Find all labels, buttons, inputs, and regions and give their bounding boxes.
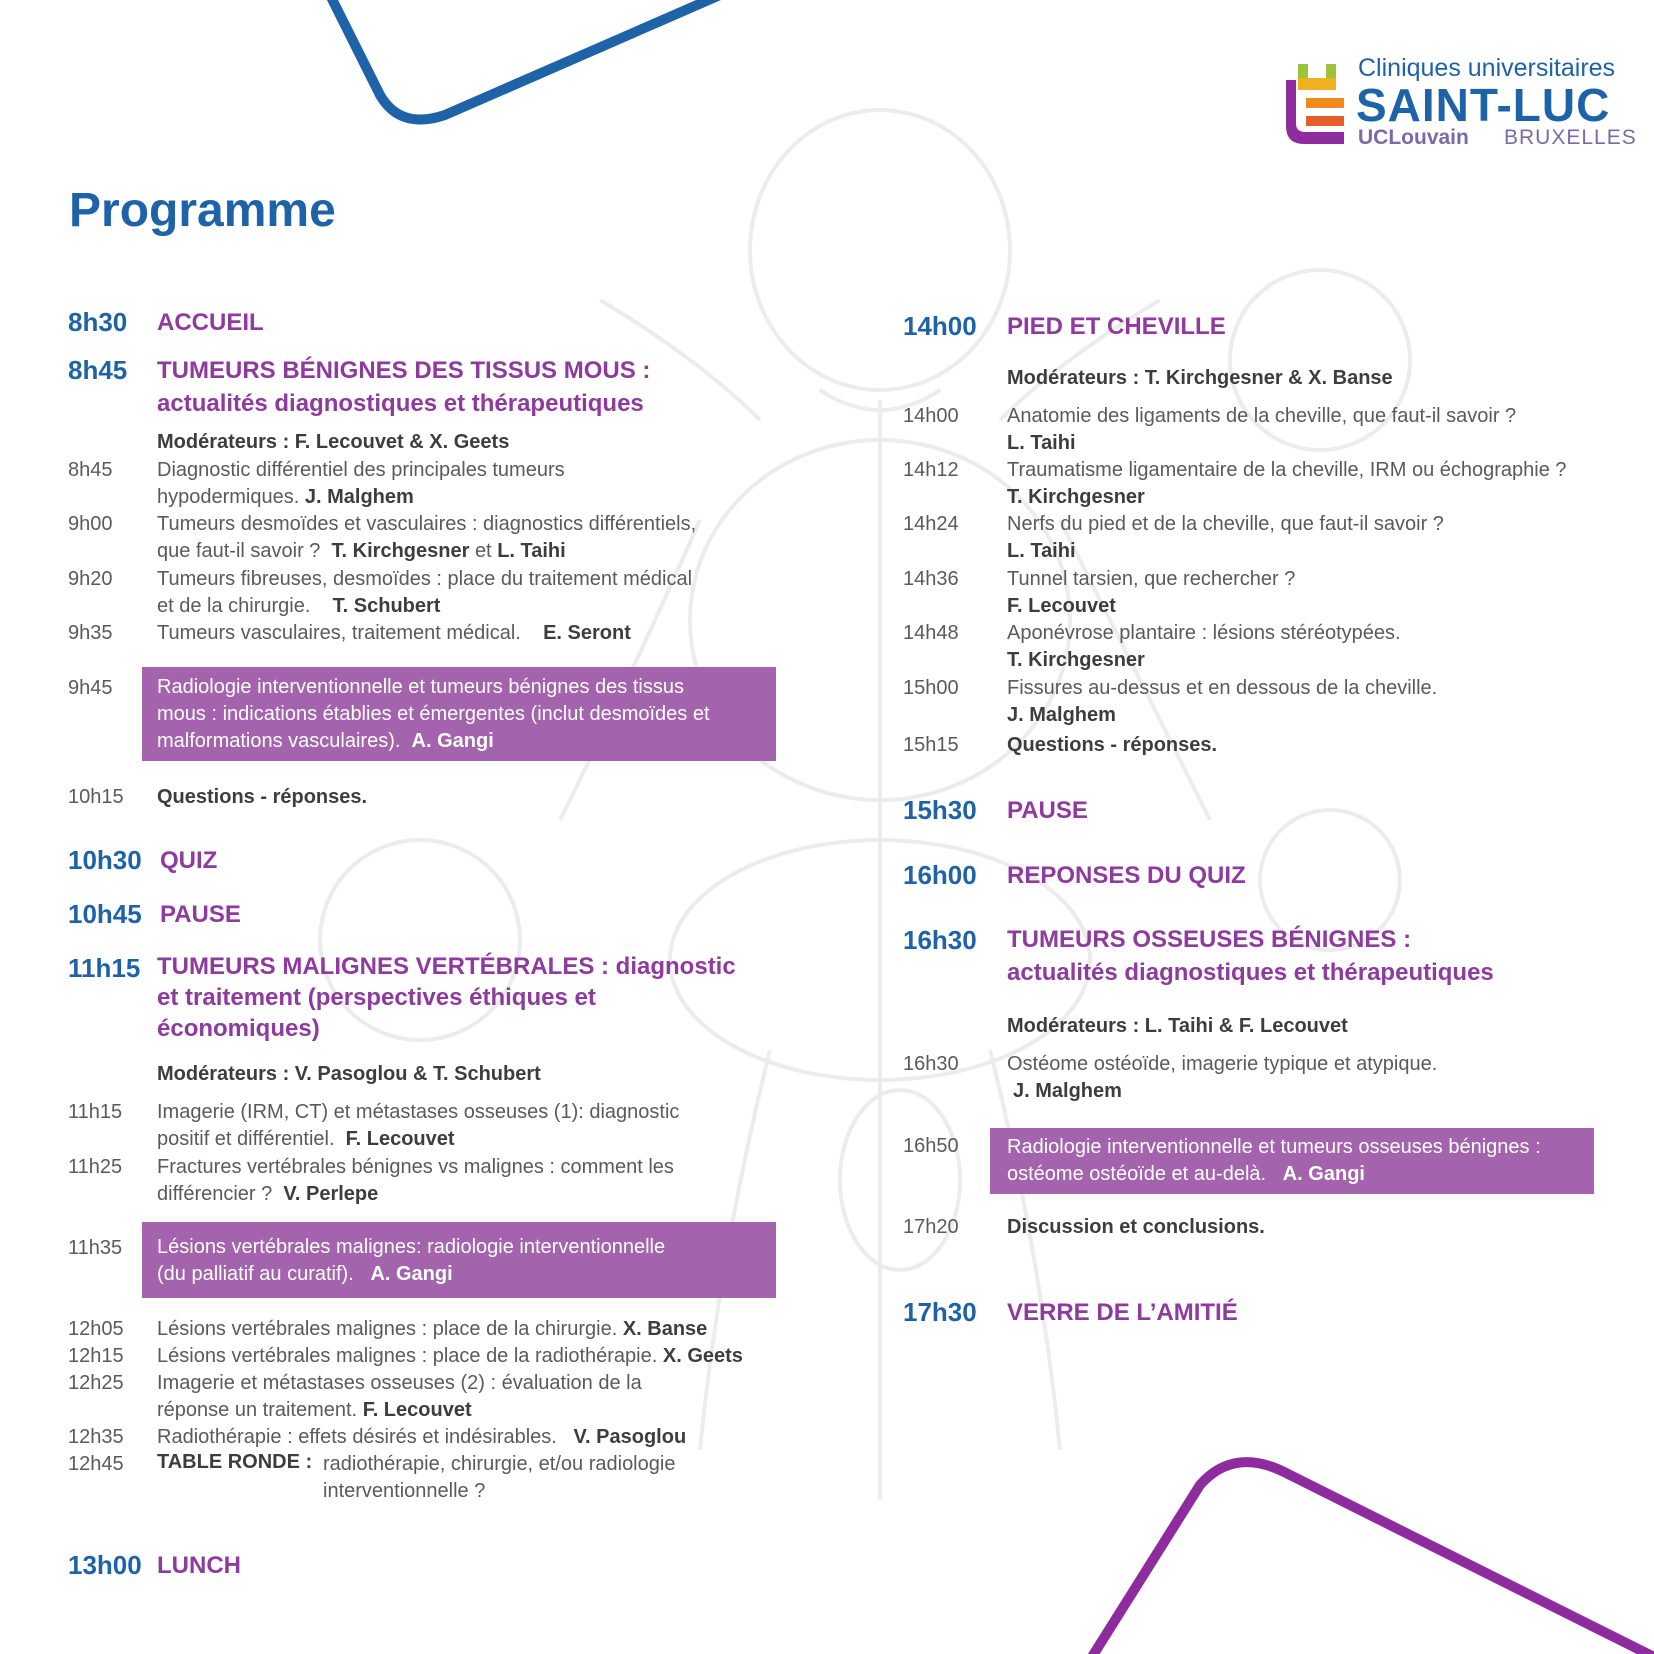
- item-text: radiothérapie, chirurgie, et/ou radiologie: [323, 1453, 676, 1475]
- item-text: Tumeurs vasculaires, traitement médical.: [157, 622, 521, 644]
- program-item: [1007, 511, 1444, 565]
- session-time: 16h00: [903, 860, 977, 890]
- session-title-line1: TUMEURS MALIGNES VERTÉBRALES : diagnostic: [157, 953, 736, 980]
- speaker: V. Perlepe: [283, 1183, 379, 1205]
- item-text: Tunnel tarsien, que rechercher ?: [1007, 568, 1296, 590]
- speaker: X. Banse: [622, 1318, 708, 1340]
- item-text: Tumeurs fibreuses, desmoïdes : place du traitement médical: [157, 568, 693, 590]
- item-time: 8h45: [68, 459, 113, 481]
- item-time: 10h15: [68, 786, 124, 808]
- moderators: Modérateurs : L. Taihi & F. Lecouvet: [1007, 1015, 1348, 1037]
- qa-label: Questions - réponses.: [157, 786, 368, 808]
- speaker: T. Kirchgesner: [1007, 649, 1145, 671]
- item-text: Anatomie des ligaments de la cheville, que faut-il savoir ?: [1007, 405, 1517, 427]
- item-text: Imagerie et métastases osseuses (2) : évaluation de la: [157, 1372, 642, 1394]
- speaker: L. Taihi: [1007, 432, 1076, 454]
- session-time: 10h30: [68, 845, 142, 875]
- session-time: 13h00: [68, 1550, 142, 1580]
- highlight-text: malformations vasculaires).: [157, 730, 401, 752]
- item-text: Ostéome ostéoïde, imagerie typique et atypique.: [1007, 1053, 1438, 1075]
- speaker: L. Taihi: [497, 540, 566, 562]
- session-title: ACCUEIL: [157, 309, 264, 336]
- speaker: F. Lecouvet: [362, 1399, 472, 1421]
- speaker: J. Malghem: [1007, 704, 1116, 726]
- highlight-box: [142, 667, 776, 761]
- logo-uclouvain: UCLouvain: [1358, 126, 1469, 149]
- session-time: 15h30: [903, 795, 977, 825]
- session-time: 8h45: [68, 355, 128, 385]
- item-text: Nerfs du pied et de la cheville, que faut-il savoir ?: [1007, 513, 1444, 535]
- session-title-line2: actualités diagnostiques et thérapeutiques: [157, 390, 644, 417]
- session-title: [1007, 923, 1494, 989]
- session-time: 14h00: [903, 311, 977, 341]
- item-time: 15h15: [903, 734, 959, 756]
- program-item: [1007, 620, 1401, 674]
- item-text: Fissures au-dessus et en dessous de la cheville.: [1007, 677, 1438, 699]
- highlight-box: [990, 1128, 1594, 1194]
- item-text: Aponévrose plantaire : lésions stéréotypées.: [1007, 622, 1401, 644]
- item-time: 14h12: [903, 459, 959, 481]
- item-time: 11h25: [68, 1156, 123, 1178]
- session-title-line1: TUMEURS OSSEUSES BÉNIGNES :: [1007, 926, 1412, 953]
- speaker: F. Lecouvet: [345, 1128, 455, 1150]
- item-text: Radiothérapie : effets désirés et indésirables.: [157, 1426, 557, 1448]
- item-time: 12h15: [68, 1345, 124, 1367]
- highlight-text: (du palliatif au curatif).: [157, 1263, 354, 1285]
- item-time: 16h30: [903, 1053, 959, 1075]
- item-time: 9h45: [68, 677, 113, 699]
- speaker: T. Kirchgesner: [1007, 486, 1145, 508]
- item-text: Traumatisme ligamentaire de la cheville, IRM ou échographie ?: [1007, 459, 1567, 481]
- item-time: 14h24: [903, 513, 959, 535]
- highlight-text: Radiologie interventionnelle et tumeurs osseuses bénignes :: [1007, 1136, 1541, 1158]
- session-time: 8h30: [68, 307, 128, 337]
- program-item: [157, 1424, 686, 1451]
- program-item: [1007, 566, 1295, 620]
- item-text: Lésions vertébrales malignes : place de la radiothérapie.: [157, 1345, 658, 1367]
- program-item: [157, 1099, 777, 1153]
- discussion-label: Discussion et conclusions.: [1007, 1216, 1265, 1238]
- logo-line2: SAINT-LUC: [1356, 79, 1611, 131]
- session-title: [157, 951, 736, 1044]
- page-title: Programme: [69, 184, 336, 237]
- item-text: Tumeurs desmoïdes et vasculaires : diagnostics différentiels,: [157, 513, 697, 535]
- qa-label: Questions - réponses.: [1007, 734, 1218, 756]
- session-title: QUIZ: [160, 847, 218, 874]
- item-text: que faut-il savoir ?: [157, 540, 321, 562]
- logo-bruxelles: BRUXELLES: [1504, 126, 1637, 149]
- speaker: L. Taihi: [1007, 540, 1076, 562]
- item-time: 12h35: [68, 1426, 124, 1448]
- item-time: 9h35: [68, 622, 113, 644]
- program-item: [1007, 1051, 1437, 1105]
- item-text: réponse un traitement.: [157, 1399, 358, 1421]
- program-item: [157, 620, 777, 647]
- program-item: [1007, 403, 1516, 457]
- speaker: X. Geets: [662, 1345, 743, 1367]
- item-text: et de la chirurgie.: [157, 595, 311, 617]
- item-text: Lésions vertébrales malignes : place de la chirurgie.: [157, 1318, 618, 1340]
- session-title: PAUSE: [160, 901, 241, 928]
- speaker: T. Kirchgesner: [331, 540, 470, 562]
- moderators: Modérateurs : V. Pasoglou & T. Schubert: [157, 1063, 541, 1085]
- session-title: REPONSES DU QUIZ: [1007, 862, 1246, 889]
- item-time: 16h50: [903, 1135, 959, 1157]
- session-title: PIED ET CHEVILLE: [1007, 313, 1226, 340]
- session-title-line2: actualités diagnostiques et thérapeutiques: [1007, 959, 1494, 986]
- highlight-text: Radiologie interventionnelle et tumeurs bénignes des tissus: [157, 676, 684, 698]
- speaker: J. Malghem: [1013, 1080, 1122, 1102]
- item-time: 12h25: [68, 1372, 124, 1394]
- speaker: T. Schubert: [332, 595, 441, 617]
- highlight-text: ostéome ostéoïde et au-delà.: [1007, 1163, 1267, 1185]
- item-text: Diagnostic différentiel des principales tumeurs: [157, 459, 565, 481]
- item-time: 11h15: [68, 1101, 123, 1123]
- session-time: 16h30: [903, 925, 977, 955]
- program-item: [1007, 457, 1567, 511]
- round-table-label: TABLE RONDE :: [157, 1451, 313, 1473]
- program-item: [157, 1370, 777, 1424]
- highlight-text: mous : indications établies et émergentes (inclut desmoïdes et: [157, 703, 710, 725]
- logo: [1282, 54, 1637, 154]
- program-item: [157, 1154, 777, 1208]
- program-item: [157, 457, 757, 511]
- item-time: 12h45: [68, 1453, 124, 1475]
- session-title-line1: TUMEURS BÉNIGNES DES TISSUS MOUS :: [157, 357, 651, 384]
- speaker: E. Seront: [543, 622, 631, 644]
- logo-line1: Cliniques universitaires: [1358, 54, 1616, 82]
- item-text: Imagerie (IRM, CT) et métastases osseuses (1): diagnostic: [157, 1101, 680, 1123]
- moderators: Modérateurs : T. Kirchgesner & X. Banse: [1007, 367, 1393, 389]
- speaker: A. Gangi: [411, 730, 494, 752]
- session-title-line2: et traitement (perspectives éthiques et: [157, 984, 596, 1011]
- saint-luc-logo-mark: [1282, 60, 1346, 144]
- item-time: 14h48: [903, 622, 959, 644]
- item-time: 17h20: [903, 1216, 959, 1238]
- top-blue-swoosh: [330, 0, 720, 120]
- session-time: 17h30: [903, 1297, 977, 1327]
- speaker: A. Gangi: [1282, 1163, 1365, 1185]
- highlight-box: [142, 1222, 776, 1298]
- program-item: [157, 566, 777, 620]
- item-time: 14h00: [903, 405, 959, 427]
- item-text: positif et différentiel.: [157, 1128, 335, 1150]
- session-title-line3: économiques): [157, 1015, 320, 1042]
- program-item: [157, 1316, 707, 1343]
- highlight-text: Lésions vertébrales malignes: radiologie interventionnelle: [157, 1236, 666, 1258]
- item-time: 9h00: [68, 513, 113, 535]
- program-item: [1007, 675, 1437, 729]
- session-title: PAUSE: [1007, 797, 1088, 824]
- speaker: V. Pasoglou: [573, 1426, 687, 1448]
- speaker: F. Lecouvet: [1007, 595, 1116, 617]
- program-item: [157, 1343, 743, 1370]
- item-time: 9h20: [68, 568, 113, 590]
- session-title: LUNCH: [157, 1552, 241, 1579]
- session-time: 11h15: [68, 953, 141, 983]
- moderators: Modérateurs : F. Lecouvet & X. Geets: [157, 431, 510, 453]
- item-text: différencier ?: [157, 1183, 273, 1205]
- speaker: A. Gangi: [370, 1263, 453, 1285]
- item-time: 15h00: [903, 677, 959, 699]
- session-title: VERRE DE L’AMITIÉ: [1007, 1299, 1238, 1326]
- session-title: [157, 354, 650, 420]
- item-text: interventionnelle ?: [323, 1480, 486, 1502]
- session-time: 10h45: [68, 899, 142, 929]
- speaker: J. Malghem: [304, 486, 414, 508]
- conjunction: et: [474, 540, 492, 562]
- round-table-text: [323, 1451, 675, 1505]
- item-text: Fractures vertébrales bénignes vs malignes : comment les: [157, 1156, 674, 1178]
- bottom-purple-swoosh: [1090, 1462, 1654, 1654]
- item-time: 12h05: [68, 1318, 124, 1340]
- item-text: hypodermiques.: [157, 486, 300, 508]
- item-time: 11h35: [68, 1237, 123, 1259]
- item-time: 14h36: [903, 568, 959, 590]
- program-item: [157, 511, 777, 565]
